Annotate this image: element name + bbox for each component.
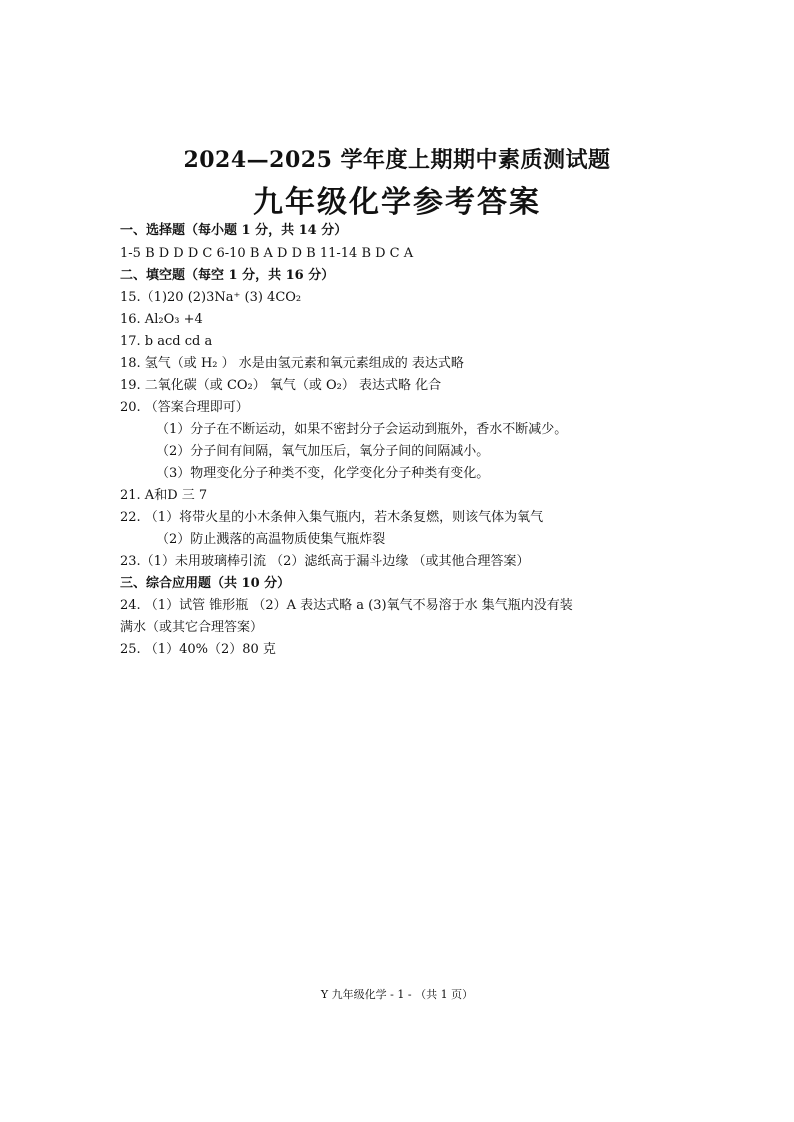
section-heading-application: 三、综合应用题（共 10 分）	[120, 576, 291, 591]
answer-line-q25: 25. （1）40%（2）80 克	[120, 642, 276, 657]
answer-line-q20: 20. （答案合理即可）	[120, 400, 249, 415]
answer-line-q24-continued: 满水（或其它合理答案）	[120, 620, 264, 635]
answer-line-q21: 21. A和D 三 7	[120, 488, 208, 503]
document-title-subject: 九年级化学参考答案	[253, 185, 541, 220]
answer-line-choice: 1-5 B D D D C 6-10 B A D D B 11-14 B D C A	[120, 246, 414, 261]
answer-line-q18: 18. 氢气（或 H₂ ） 水是由氢元素和氧元素组成的 表达式略	[120, 356, 464, 371]
answer-line-q24: 24. （1）试管 锥形瓶 （2）A 表达式略 a (3)氧气不易溶于水 集气瓶内没有装	[120, 598, 573, 613]
section-heading-fill: 二、填空题（每空 1 分，共 16 分）	[120, 268, 335, 283]
answer-line-q20-part1: （1）分子在不断运动，如果不密封分子会运动到瓶外，香水不断减少。	[156, 422, 568, 437]
answer-line-q17: 17. b acd cd a	[120, 334, 213, 349]
answer-line-q22-part2: （2）防止溅落的高温物质使集气瓶炸裂	[156, 532, 386, 547]
document-title-year: 2024—2025 学年度上期期中素质测试题	[183, 147, 611, 173]
answer-line-q15: 15.（1)20 (2)3Na⁺ (3) 4CO₂	[120, 290, 302, 305]
answer-line-q20-part2: （2）分子间有间隔，氧气加压后，氧分子间的间隔减小。	[156, 444, 490, 459]
page-footer: Y 九年级化学 - 1 - （共 1 页）	[320, 988, 474, 1001]
answer-line-q20-part3: （3）物理变化分子种类不变，化学变化分子种类有变化。	[156, 466, 490, 481]
answer-line-q16: 16. Al₂O₃ +4	[120, 312, 203, 327]
answer-line-q19: 19. 二氧化碳（或 CO₂） 氧气（或 O₂） 表达式略 化合	[120, 378, 442, 393]
answer-line-q22-part1: 22. （1）将带火星的小木条伸入集气瓶内，若木条复燃，则该气体为氧气	[120, 510, 544, 525]
section-heading-choice: 一、选择题（每小题 1 分，共 14 分）	[120, 223, 348, 238]
answer-line-q23: 23.（1）未用玻璃棒引流 （2）滤纸高于漏斗边缘 （或其他合理答案）	[120, 554, 530, 569]
